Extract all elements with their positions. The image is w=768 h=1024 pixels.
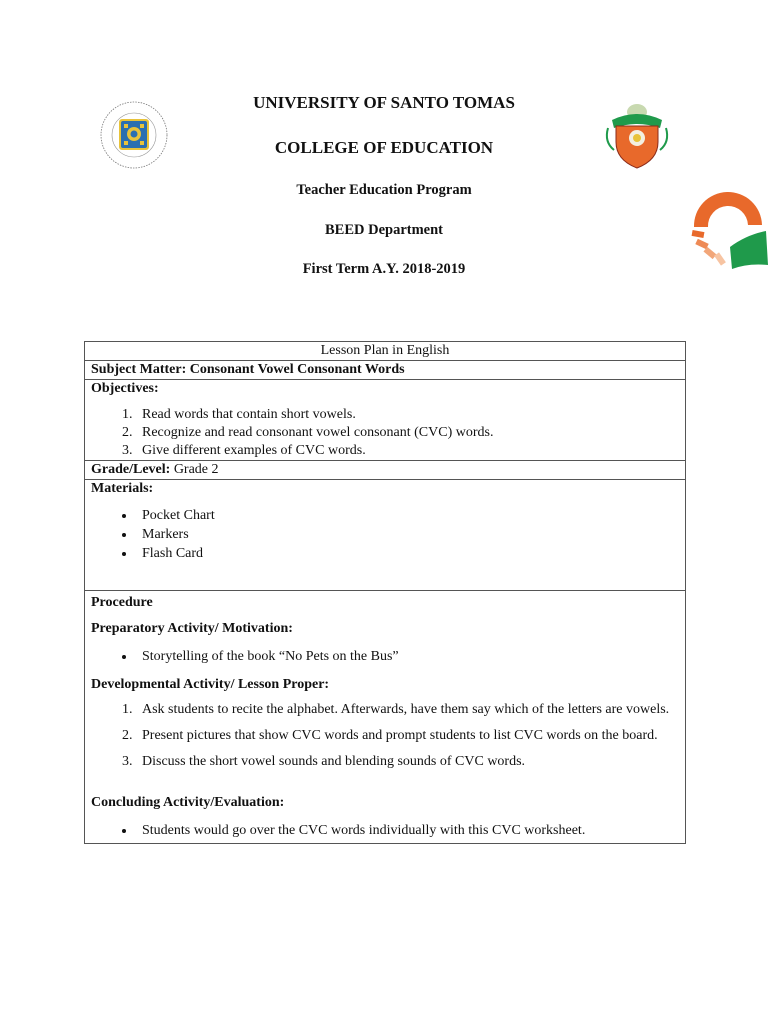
grade-label: Grade/Level: <box>91 462 171 477</box>
university-title: UNIVERSITY OF SANTO TOMAS <box>253 93 515 112</box>
department-title: BEED Department <box>324 222 443 238</box>
table-row <box>85 480 686 591</box>
materials-label: Materials: <box>91 481 154 496</box>
list-item: • Storytelling of the book “No Pets on the Bus” <box>136 647 679 667</box>
procedure-cell <box>85 591 686 844</box>
grade-cell <box>85 461 686 480</box>
concluding-list <box>91 821 679 841</box>
materials-cell <box>85 480 686 591</box>
list-item: 3. Give different examples of CVC words. <box>136 442 679 460</box>
subject-matter: Subject Matter: Consonant Vowel Consonant Words <box>85 361 686 380</box>
preparatory-label: Preparatory Activity/ Motivation: <box>91 621 293 636</box>
lesson-title: Lesson Plan in English <box>85 342 686 361</box>
concluding-label: Concluding Activity/Evaluation: <box>91 795 285 810</box>
developmental-list <box>91 697 679 775</box>
procedure-label: Procedure <box>91 595 153 610</box>
objectives-list <box>91 406 679 460</box>
table-row <box>85 380 686 461</box>
list-item: • Flash Card <box>136 544 679 563</box>
list-item: 3. Discuss the short vowel sounds and blending sounds of CVC words. <box>136 749 679 775</box>
term-title: First Term A.Y. 2018-2019 <box>302 261 466 277</box>
grade-value: Grade 2 <box>173 462 219 477</box>
table-row <box>85 342 686 361</box>
list-item: 1. Ask students to recite the alphabet. Afterwards, have them say which of the letters are vowels. <box>136 697 679 723</box>
list-item: 1. Read words that contain short vowels. <box>136 406 679 424</box>
objectives-cell <box>85 380 686 461</box>
developmental-label: Developmental Activity/ Lesson Proper: <box>91 677 330 692</box>
list-item: • Markers <box>136 525 679 544</box>
list-item: • Pocket Chart <box>136 506 679 525</box>
table-row <box>85 461 686 480</box>
program-title: Teacher Education Program <box>296 182 472 198</box>
college-title: COLLEGE OF EDUCATION <box>274 138 494 157</box>
preparatory-list <box>91 647 679 667</box>
list-item: 2. Recognize and read consonant vowel consonant (CVC) words. <box>136 424 679 442</box>
list-item: 2. Present pictures that show CVC words and prompt students to list CVC words on the board. <box>136 723 679 749</box>
lesson-plan-table <box>84 341 686 844</box>
list-item: • Students would go over the CVC words individually with this CVC worksheet. <box>136 821 679 841</box>
materials-list <box>91 506 679 563</box>
table-row <box>85 591 686 844</box>
table-row <box>85 361 686 380</box>
objectives-label: Objectives: <box>91 381 159 396</box>
